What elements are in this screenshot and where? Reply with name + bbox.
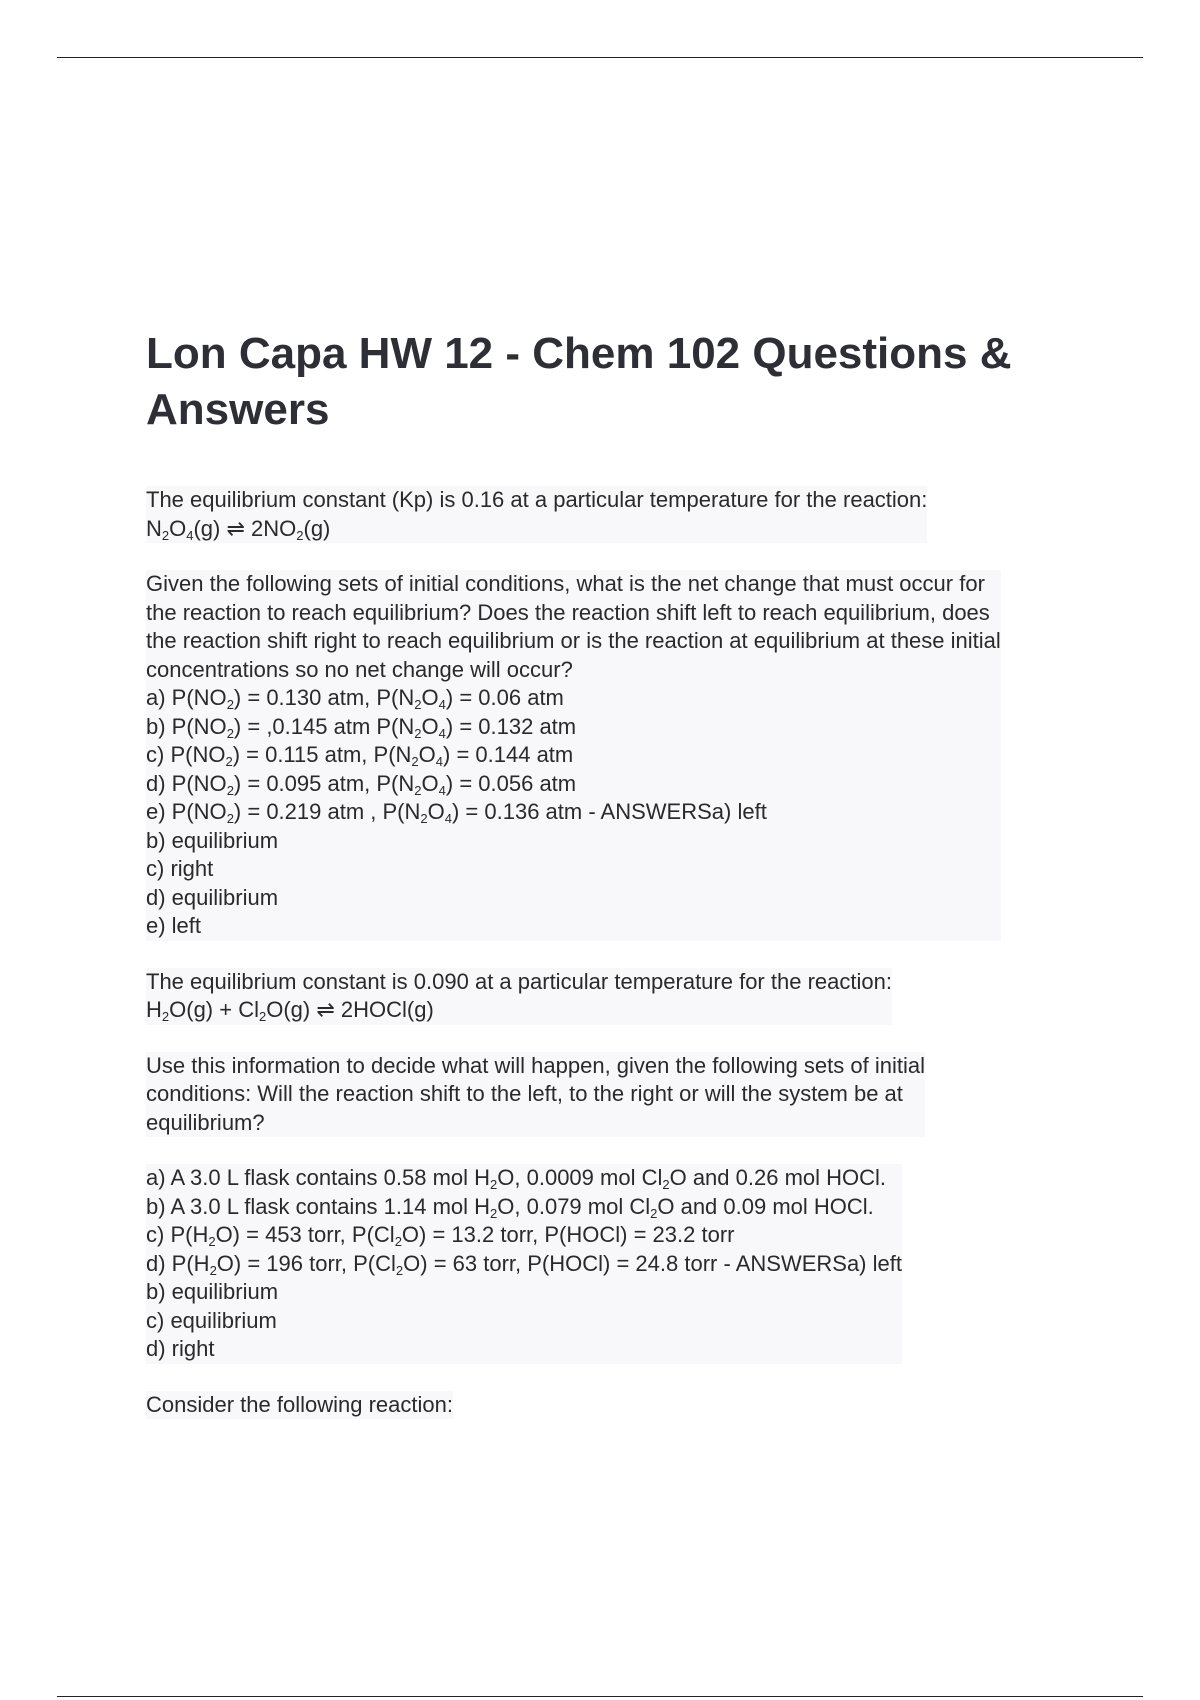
q1-reaction [146, 515, 927, 544]
option-text: a) P(NO [146, 685, 227, 710]
q3-intro-text: Consider the following reaction: [146, 1391, 453, 1417]
q2-option-a [146, 1164, 902, 1193]
option-text: ) = 0.144 atm [443, 742, 574, 767]
option-text: ) = 0.056 atm [445, 770, 577, 796]
q2-prompt-line: Use this information to decide what will happen, given the following sets of initial [146, 1052, 925, 1078]
option-text: O [421, 713, 439, 739]
option-text: ) = 0.219 atm , P(N [233, 799, 421, 824]
option-text: c) P(NO [146, 742, 226, 767]
option-sub: 2 [420, 811, 428, 826]
q2-intro-text: The equilibrium constant is 0.090 at a particular temperature for the reaction: [146, 968, 892, 994]
option-text: O) = 13.2 torr, P(HOCl) = 23.2 torr [401, 1222, 735, 1247]
q1-reaction-sub: 2 [161, 527, 170, 543]
option-sub: 2 [208, 1234, 216, 1249]
q1-answer: d) equilibrium [146, 884, 279, 910]
question-3-intro [146, 1391, 453, 1420]
option-sub: 2 [226, 725, 234, 741]
option-text: O, 0.0009 mol Cl [497, 1165, 663, 1190]
q1-reaction-part: (g) ⇌ 2NO [193, 515, 297, 541]
q1-prompt-line: concentrations so no net change will occur? [146, 656, 573, 682]
option-text: ) = 0.06 atm [445, 685, 564, 710]
option-text: ) = 0.136 atm - ANSWERSa) left [451, 799, 767, 824]
option-sub: 2 [395, 1262, 404, 1278]
option-sub: 2 [394, 1234, 402, 1249]
q1-prompt-line: Given the following sets of initial conditions, what is the net change that must occur for [146, 571, 985, 596]
q2-answer: d) right [146, 1336, 215, 1361]
option-text: a) A 3.0 L flask contains 0.58 mol H [146, 1165, 491, 1190]
q2-reaction [146, 996, 892, 1025]
question-2-intro [146, 968, 892, 1025]
option-sub: 4 [444, 811, 452, 826]
option-sub: 2 [414, 697, 422, 712]
q1-option-c [146, 741, 1001, 770]
q1-reaction-part: O [169, 515, 187, 541]
q2-option-d [146, 1250, 902, 1279]
option-sub: 2 [414, 725, 422, 741]
option-text: b) P(NO [146, 713, 227, 739]
option-sub: 2 [490, 1177, 498, 1192]
option-text: O) = 63 torr, P(HOCl) = 24.8 torr - ANSWERSa) left [403, 1250, 902, 1276]
option-sub: 4 [435, 754, 443, 769]
option-sub: 4 [438, 697, 446, 712]
q1-reaction-sub: 2 [296, 527, 304, 543]
option-sub: 2 [226, 782, 234, 798]
question-1-body [146, 570, 1001, 941]
q1-intro-text: The equilibrium constant (Kp) is 0.16 at a particular temperature for the reaction: [146, 487, 928, 512]
option-text: O [421, 770, 439, 796]
option-sub: 2 [411, 754, 419, 769]
question-2-prompt [146, 1052, 925, 1138]
q2-prompt-line: conditions: Will the reaction shift to the left, to the right or will the system be at [146, 1081, 903, 1106]
q1-option-a [146, 684, 1001, 713]
question-1-intro [146, 486, 927, 543]
q1-reaction-part: N [146, 515, 162, 541]
option-text: ) = 0.095 atm, P(N [233, 770, 415, 796]
q1-reaction-part: (g) [303, 515, 331, 541]
q1-prompt-line: the reaction to reach equilibrium? Does the reaction shift left to reach equilibrium, does [146, 599, 990, 625]
question-2-body [146, 1164, 902, 1364]
q2-reaction-part: H [146, 997, 162, 1022]
option-text: d) P(NO [146, 770, 227, 796]
q1-answer: b) equilibrium [146, 827, 279, 853]
q2-reaction-sub: 2 [161, 1009, 170, 1024]
option-text: O [427, 799, 445, 824]
option-sub: 2 [414, 782, 422, 798]
q1-answer: c) right [146, 856, 214, 881]
top-rule [57, 57, 1143, 58]
option-sub: 2 [226, 697, 234, 712]
document-body [146, 326, 1106, 1419]
option-sub: 4 [438, 782, 446, 798]
option-text: O [421, 685, 439, 710]
option-sub: 2 [490, 1205, 498, 1221]
option-text: ) = ,0.145 atm P(N [233, 713, 415, 739]
option-sub: 4 [438, 725, 446, 741]
option-text: c) P(H [146, 1222, 209, 1247]
option-sub: 2 [209, 1262, 217, 1278]
q1-option-b [146, 713, 1001, 742]
q2-reaction-part: O(g) ⇌ 2HOCl(g) [266, 997, 434, 1022]
q2-answer: c) equilibrium [146, 1307, 277, 1333]
option-text: d) P(H [146, 1250, 210, 1276]
option-text: O and 0.09 mol HOCl. [657, 1193, 874, 1219]
q1-reaction-sub: 4 [186, 527, 194, 543]
q1-prompt-line: the reaction shift right to reach equilibrium or is the reaction at equilibrium at these initial [146, 628, 1001, 653]
bottom-rule [57, 1696, 1143, 1697]
option-text: O) = 196 torr, P(Cl [216, 1250, 396, 1276]
option-text: b) A 3.0 L flask contains 1.14 mol H [146, 1193, 491, 1219]
option-text: O and 0.26 mol HOCl. [669, 1165, 887, 1190]
option-text: O) = 453 torr, P(Cl [215, 1222, 395, 1247]
q2-answer: b) equilibrium [146, 1279, 279, 1304]
option-text: O [418, 742, 436, 767]
option-text: e) P(NO [146, 799, 227, 824]
q2-reaction-part: O(g) + Cl [169, 997, 259, 1022]
document-title: Lon Capa HW 12 - Chem 102 Questions & Answers [146, 329, 1012, 434]
q2-reaction-sub: 2 [258, 1009, 267, 1024]
option-sub: 2 [662, 1177, 670, 1192]
option-sub: 2 [226, 811, 234, 826]
option-text: ) = 0.132 atm [445, 713, 577, 739]
q2-option-c [146, 1221, 902, 1250]
option-text: O, 0.079 mol Cl [497, 1193, 651, 1219]
q2-option-b [146, 1193, 902, 1222]
option-text: ) = 0.115 atm, P(N [232, 742, 412, 767]
q1-option-e [146, 798, 1001, 827]
option-sub: 2 [225, 754, 233, 769]
q1-answer: e) left [146, 913, 202, 938]
q1-option-d [146, 770, 1001, 799]
option-sub: 2 [650, 1205, 658, 1221]
q2-prompt-line: equilibrium? [146, 1109, 265, 1135]
option-text: ) = 0.130 atm, P(N [233, 685, 415, 710]
